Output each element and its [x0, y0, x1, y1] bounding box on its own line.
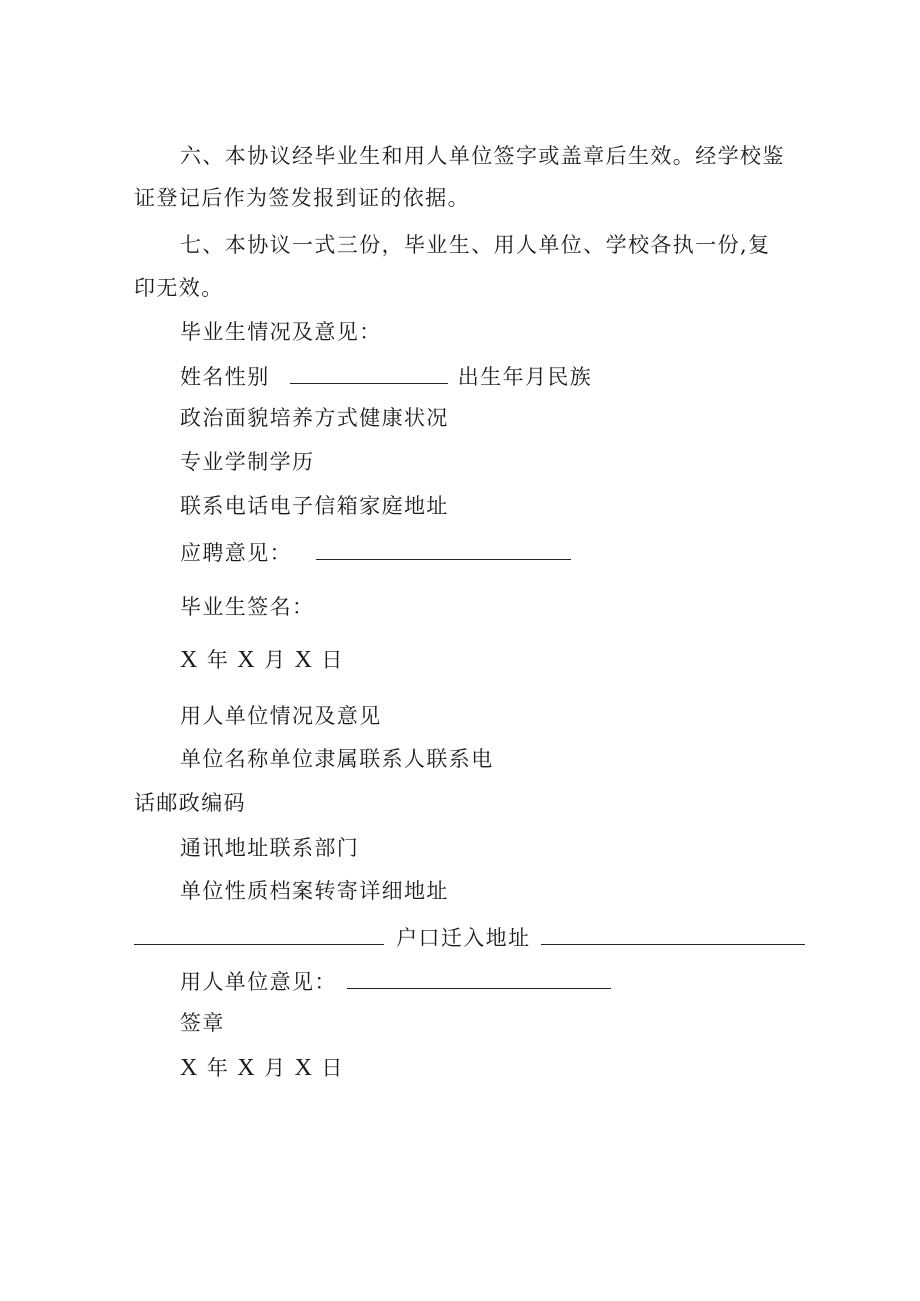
- employer-month-text: 月: [264, 1056, 287, 1080]
- employer-month-mark: X: [237, 1055, 257, 1081]
- clause-seven-line2: 印无效。: [134, 276, 224, 300]
- hukou-row: [134, 922, 805, 952]
- graduate-contact-line: 联系电话电子信箱家庭地址: [180, 494, 449, 518]
- clause-six-line1: 六、本协议经毕业生和用人单位签字或盖章后生效。经学校鉴: [180, 144, 785, 168]
- graduate-opinion-row: [180, 537, 571, 567]
- name-gender-blank[interactable]: [290, 361, 448, 384]
- hukou-label: 户口迁入地址: [396, 926, 531, 950]
- applicant-opinion-label: 应聘意见：: [180, 541, 292, 565]
- graduate-name-row: [180, 361, 592, 391]
- employer-nature-line: 单位性质档案转寄详细地址: [180, 879, 449, 903]
- employer-year-mark: X: [180, 1055, 199, 1081]
- employer-day-text: 日: [321, 1056, 344, 1080]
- birth-ethnicity-label: 出生年月民族: [457, 365, 593, 389]
- clause-seven-line1: 七、本协议一式三份，毕业生、用人单位、学校各执一份,复: [180, 233, 771, 257]
- graduate-date: [180, 646, 344, 674]
- employer-opinion-blank[interactable]: [347, 966, 611, 989]
- employer-day-mark: X: [294, 1055, 314, 1081]
- employer-date: [180, 1054, 344, 1082]
- graduate-year-text: 年: [206, 648, 230, 672]
- employer-unit-line2: 话邮政编码: [134, 791, 246, 815]
- employer-heading: 用人单位情况及意见: [180, 704, 382, 728]
- employer-address-line: 通讯地址联系部门: [180, 836, 360, 860]
- graduate-major-line: 专业学制学历: [180, 450, 315, 474]
- hukou-address-blank[interactable]: [541, 922, 805, 945]
- employer-unit-line1: 单位名称单位隶属联系人联系电: [180, 747, 494, 771]
- name-gender-label: 姓名性别: [180, 365, 270, 389]
- graduate-month-text: 月: [264, 648, 287, 672]
- graduate-day-text: 日: [321, 648, 344, 672]
- graduate-signature-label: 毕业生签名：: [180, 595, 315, 619]
- graduate-politics-line: 政治面貌培养方式健康状况: [180, 406, 449, 430]
- graduate-heading: 毕业生情况及意见：: [180, 320, 382, 344]
- clause-six-line2: 证登记后作为签发报到证的依据。: [134, 186, 470, 210]
- graduate-month-mark: X: [237, 647, 257, 673]
- graduate-day-mark: X: [294, 647, 314, 673]
- employer-year-text: 年: [206, 1056, 230, 1080]
- employer-seal-label: 签章: [180, 1011, 225, 1035]
- graduate-year-mark: X: [180, 647, 199, 673]
- applicant-opinion-blank[interactable]: [316, 537, 571, 560]
- archive-address-blank[interactable]: [134, 922, 384, 945]
- employer-opinion-row: [180, 966, 611, 996]
- employer-opinion-label: 用人单位意见：: [180, 970, 337, 994]
